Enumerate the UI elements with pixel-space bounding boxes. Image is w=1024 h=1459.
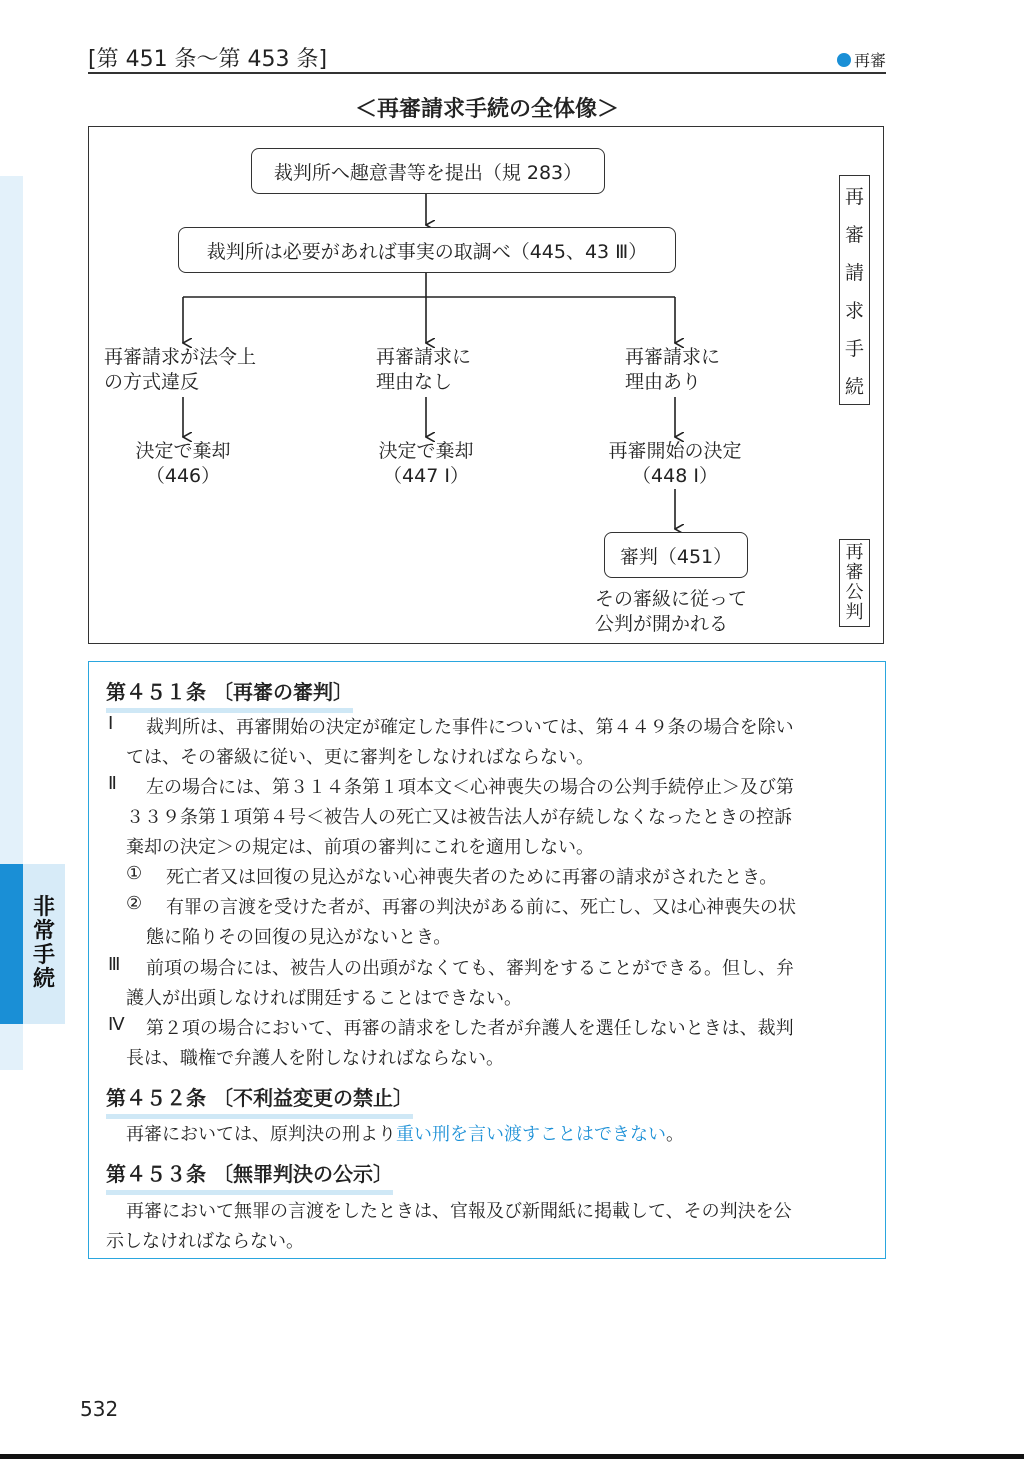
article-452-heading: 第４５２条 〔不利益変更の禁止〕 <box>106 1082 413 1119</box>
node-submit: 裁判所へ趣意書等を提出（規 283） <box>251 148 605 194</box>
vlabel-char: 続 <box>844 375 864 398</box>
flow-diagram <box>88 126 884 644</box>
article-453-line: 再審において無罪の言渡をしたときは、官報及び新聞紙に掲載して、その判決を公 <box>126 1201 792 1222</box>
article-451-p1-line: 裁判所は、再審開始の決定が確定した事件については、第４４９条の場合を除い <box>146 717 794 738</box>
node-result-dismissal-446: 決定で棄却 （446） <box>135 440 231 487</box>
bottom-rule <box>0 1454 1024 1459</box>
article-451-p3-line: 護人が出頭しなければ開廷することはできない。 <box>126 988 522 1009</box>
article-452-highlight: 重い刑を言い渡すことはできない <box>396 1124 666 1145</box>
vlabel-char: 審 <box>844 223 864 246</box>
vlabel-char: 再 <box>845 542 864 563</box>
side-tab-char: 続 <box>32 967 55 992</box>
article-452-text <box>126 1120 684 1146</box>
side-tab-char: 手 <box>32 943 55 968</box>
article-453-line: 示しなければならない。 <box>106 1231 304 1252</box>
node-branch-no-grounds: 再審請求に 理由なし <box>376 346 472 393</box>
side-tab-label[interactable] <box>23 864 65 1024</box>
node-result-retrial-decision: 再審開始の決定 （448 Ⅰ） <box>608 440 742 487</box>
vlabel-char: 審 <box>845 562 864 583</box>
article-451-heading: 第４５１条 〔再審の審判〕 <box>106 676 353 713</box>
paragraph-number: Ⅱ <box>108 773 117 794</box>
item-number: ② <box>126 893 143 914</box>
diagram-title: ＜再審請求手続の全体像＞ <box>354 97 619 122</box>
article-451-p2-line: 棄却の決定＞の規定は、前項の審判にこれを適用しない。 <box>126 837 594 858</box>
article-452-text-post: 。 <box>666 1124 684 1145</box>
article-453-heading: 第４５３条 〔無罪判決の公示〕 <box>106 1158 393 1195</box>
header-rule <box>88 72 886 74</box>
side-tab-active-marker <box>0 864 23 1024</box>
vlabel-char: 公 <box>845 582 864 603</box>
node-investigate: 裁判所は必要があれば事実の取調べ（445、43 Ⅲ） <box>178 227 676 273</box>
item-number: ① <box>126 863 143 884</box>
paragraph-number: Ⅲ <box>108 954 121 975</box>
article-452-text-pre: 再審においては、原判決の刑より <box>126 1124 396 1145</box>
topic-indicator <box>837 48 886 71</box>
page-number: 532 <box>80 1397 119 1421</box>
vlabel-char: 手 <box>844 337 864 360</box>
vlabel-char: 請 <box>844 261 864 284</box>
side-tab-char: 非 <box>32 895 55 920</box>
article-range-header: [第 451 条～第 453 条] <box>88 47 328 72</box>
vlabel-char: 判 <box>845 602 864 623</box>
statute-box <box>88 661 886 1259</box>
article-451-item1-line: 死亡者又は回復の見込がない心神喪失者のために再審の請求がされたとき。 <box>166 867 778 888</box>
node-result-dismissal-447: 決定で棄却 （447 Ⅰ） <box>378 440 474 487</box>
label-retrial-trial <box>839 539 870 627</box>
node-branch-formal-defect: 再審請求が法令上 の方式違反 <box>104 346 257 393</box>
article-451-p4-line: 長は、職権で弁護人を附しなければならない。 <box>126 1048 504 1069</box>
topic-dot-icon <box>837 53 851 67</box>
node-trial-note: その審級に従って 公判が開かれる <box>595 588 748 635</box>
node-branch-has-grounds: 再審請求に 理由あり <box>625 346 721 393</box>
node-trial: 審判（451） <box>604 532 748 578</box>
paragraph-number: Ⅳ <box>108 1014 125 1035</box>
article-451-p1-line: ては、その審級に従い、更に審判をしなければならない。 <box>126 747 594 768</box>
article-451-p3-line: 前項の場合には、被告人の出頭がなくても、審判をすることができる。但し、弁 <box>146 958 794 979</box>
paragraph-number: Ⅰ <box>108 713 114 734</box>
article-451-item2-line: 態に陥りその回復の見込がないとき。 <box>146 927 452 948</box>
label-retrial-procedure <box>839 175 870 405</box>
vlabel-char: 求 <box>844 299 864 322</box>
article-451-p4-line: 第２項の場合において、再審の請求をした者が弁護人を選任しないときは、裁判 <box>146 1018 794 1039</box>
article-451-item2-line: 有罪の言渡を受けた者が、再審の判決がある前に、死亡し、又は心神喪失の状 <box>166 897 796 918</box>
side-tab-char: 常 <box>32 919 55 944</box>
vlabel-char: 再 <box>844 185 864 208</box>
topic-label: 再審 <box>853 51 886 70</box>
article-451-p2-line: 左の場合には、第３１４条第１項本文＜心神喪失の場合の公判手続停止＞及び第 <box>146 777 794 798</box>
article-451-p2-line: ３３９条第１項第４号＜被告人の死亡又は被告法人が存続しなくなったときの控訴 <box>126 807 792 828</box>
